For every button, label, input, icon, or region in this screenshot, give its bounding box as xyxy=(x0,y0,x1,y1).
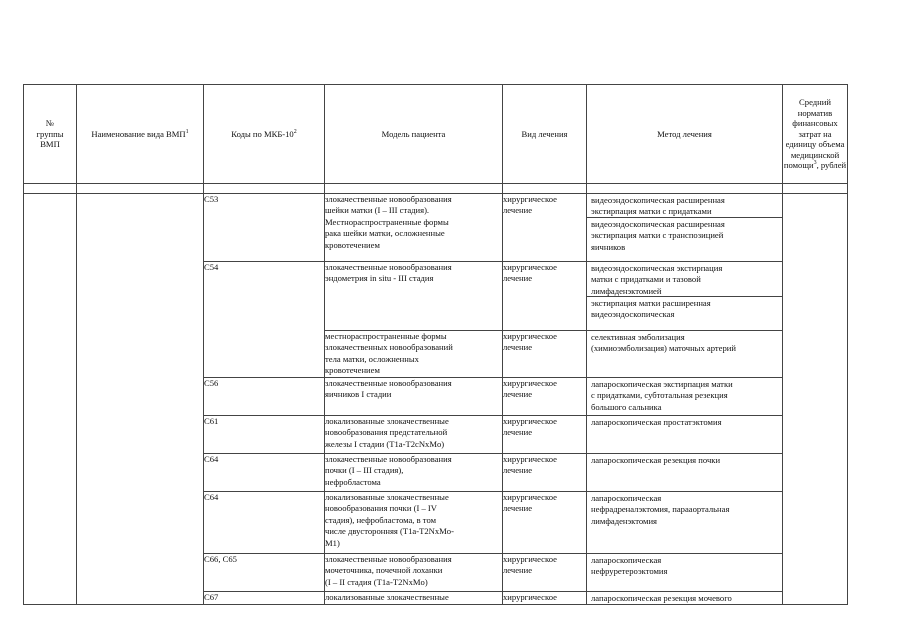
treatment-type-cell: хирургическое лечение xyxy=(503,378,587,416)
treatment-method-cell xyxy=(587,592,783,605)
patient-model-cell: злокачественные новообразования почки (I – III стадия), нефробластома xyxy=(325,454,503,492)
icd-code-cell: C66, C65 xyxy=(204,554,325,592)
header-treatment-method: Метод лечения xyxy=(587,85,783,184)
treatment-method-item: селективная эмболизация (химиоэмболизация) маточных артерий xyxy=(591,332,736,354)
separator-row xyxy=(24,184,848,194)
vmp-table xyxy=(23,84,848,605)
icd-code-cell: C64 xyxy=(204,454,325,492)
treatment-method-item: лапароскопическая нефруретероэктомия xyxy=(591,555,668,577)
average-cost-cell xyxy=(783,194,848,605)
treatment-type-cell: хирургическое лечение xyxy=(503,554,587,592)
treatment-method-cell xyxy=(587,454,783,492)
patient-model-cell: злокачественные новообразования эндометрия in situ - III стадия xyxy=(325,262,503,331)
icd-code-cell: C53 xyxy=(204,194,325,262)
table-row xyxy=(24,194,848,262)
header-treatment-type: Вид лечения xyxy=(503,85,587,184)
treatment-type-cell: хирургическое лечение xyxy=(503,492,587,554)
header-row xyxy=(24,85,848,184)
patient-model-cell: злокачественные новообразования мочеточника, почечной лоханки (I – II стадия (T1a-T2NxMo) xyxy=(325,554,503,592)
treatment-type-cell: хирургическое лечение xyxy=(503,416,587,454)
patient-model-cell: злокачественные новообразования яичников I стадии xyxy=(325,378,503,416)
icd-code-cell: C56 xyxy=(204,378,325,416)
treatment-method-cell xyxy=(587,262,783,331)
treatment-type-cell: хирургическое лечение xyxy=(503,194,587,262)
treatment-method-item: видеоэндоскопическая расширенная экстирпация матки с придатками xyxy=(591,195,725,217)
patient-model-cell: злокачественные новообразования шейки матки (I – III стадия). Местнораспространенные формы рака шейки матки, осложненные кровотечением xyxy=(325,194,503,262)
treatment-method-item: лапароскопическая резекция почки xyxy=(591,455,721,465)
patient-model-cell: локализованные злокачественные xyxy=(325,592,503,605)
treatment-type-cell: хирургическое лечение xyxy=(503,454,587,492)
treatment-method-item: видеоэндоскопическая расширенная экстирпация матки с транспозицией яичников xyxy=(587,217,782,261)
treatment-method-cell xyxy=(587,194,783,262)
icd-code-cell: C67 xyxy=(204,592,325,605)
treatment-method-item: лапароскопическая резекция мочевого xyxy=(591,593,732,603)
patient-model-cell: локализованные злокачественные новообразования почки (I – IV стадия), нефробластома, в том числе двусторонняя (T1a-T2NxMo- M1) xyxy=(325,492,503,554)
vmp-name-cell xyxy=(77,194,204,605)
header-vmp-name: Наименование вида ВМП$^1$ xyxy=(77,85,204,184)
treatment-method-item: лапароскопическая простатэктомия xyxy=(591,417,722,427)
treatment-method-cell xyxy=(587,331,783,378)
table-body xyxy=(24,194,848,605)
treatment-method-item: лапароскопическая нефрадреналэктомия, парааортальная лимфаденэктомия xyxy=(591,493,730,526)
icd-code-cell: C64 xyxy=(204,492,325,554)
treatment-method-item: видеоэндоскопическая экстирпация матки с придатками и тазовой лимфаденэктомией xyxy=(591,263,723,296)
treatment-method-item: экстирпация матки расширенная видеоэндоскопическая xyxy=(587,296,782,330)
header-patient-model: Модель пациента xyxy=(325,85,503,184)
icd-code-cell: C54 xyxy=(204,262,325,378)
treatment-method-cell xyxy=(587,416,783,454)
icd-code-cell: C61 xyxy=(204,416,325,454)
treatment-type-cell: хирургическое лечение xyxy=(503,331,587,378)
header-icd-codes: Коды по МКБ-$10^2$ xyxy=(204,85,325,184)
treatment-method-cell xyxy=(587,378,783,416)
treatment-type-cell: хирургическое xyxy=(503,592,587,605)
treatment-method-cell xyxy=(587,492,783,554)
treatment-method-cell xyxy=(587,554,783,592)
treatment-type-cell: хирургическое лечение xyxy=(503,262,587,331)
patient-model-cell: локализованные злокачественные новообразования предстательной железы I стадии (T1a-T2cNxMo) xyxy=(325,416,503,454)
header-average-cost: Средний норматив финансовых затрат на единицу объема медицинской помощи$^3$, рублей xyxy=(783,85,848,184)
patient-model-cell: местнораспространенные формы злокачественных новообразований тела матки, осложненных кровотечением xyxy=(325,331,503,378)
group-number-cell xyxy=(24,194,77,605)
treatment-method-item: лапароскопическая экстирпация матки с придатками, субтотальная резекция большого сальника xyxy=(591,379,733,412)
header-group-number: № группы ВМП xyxy=(24,85,77,184)
